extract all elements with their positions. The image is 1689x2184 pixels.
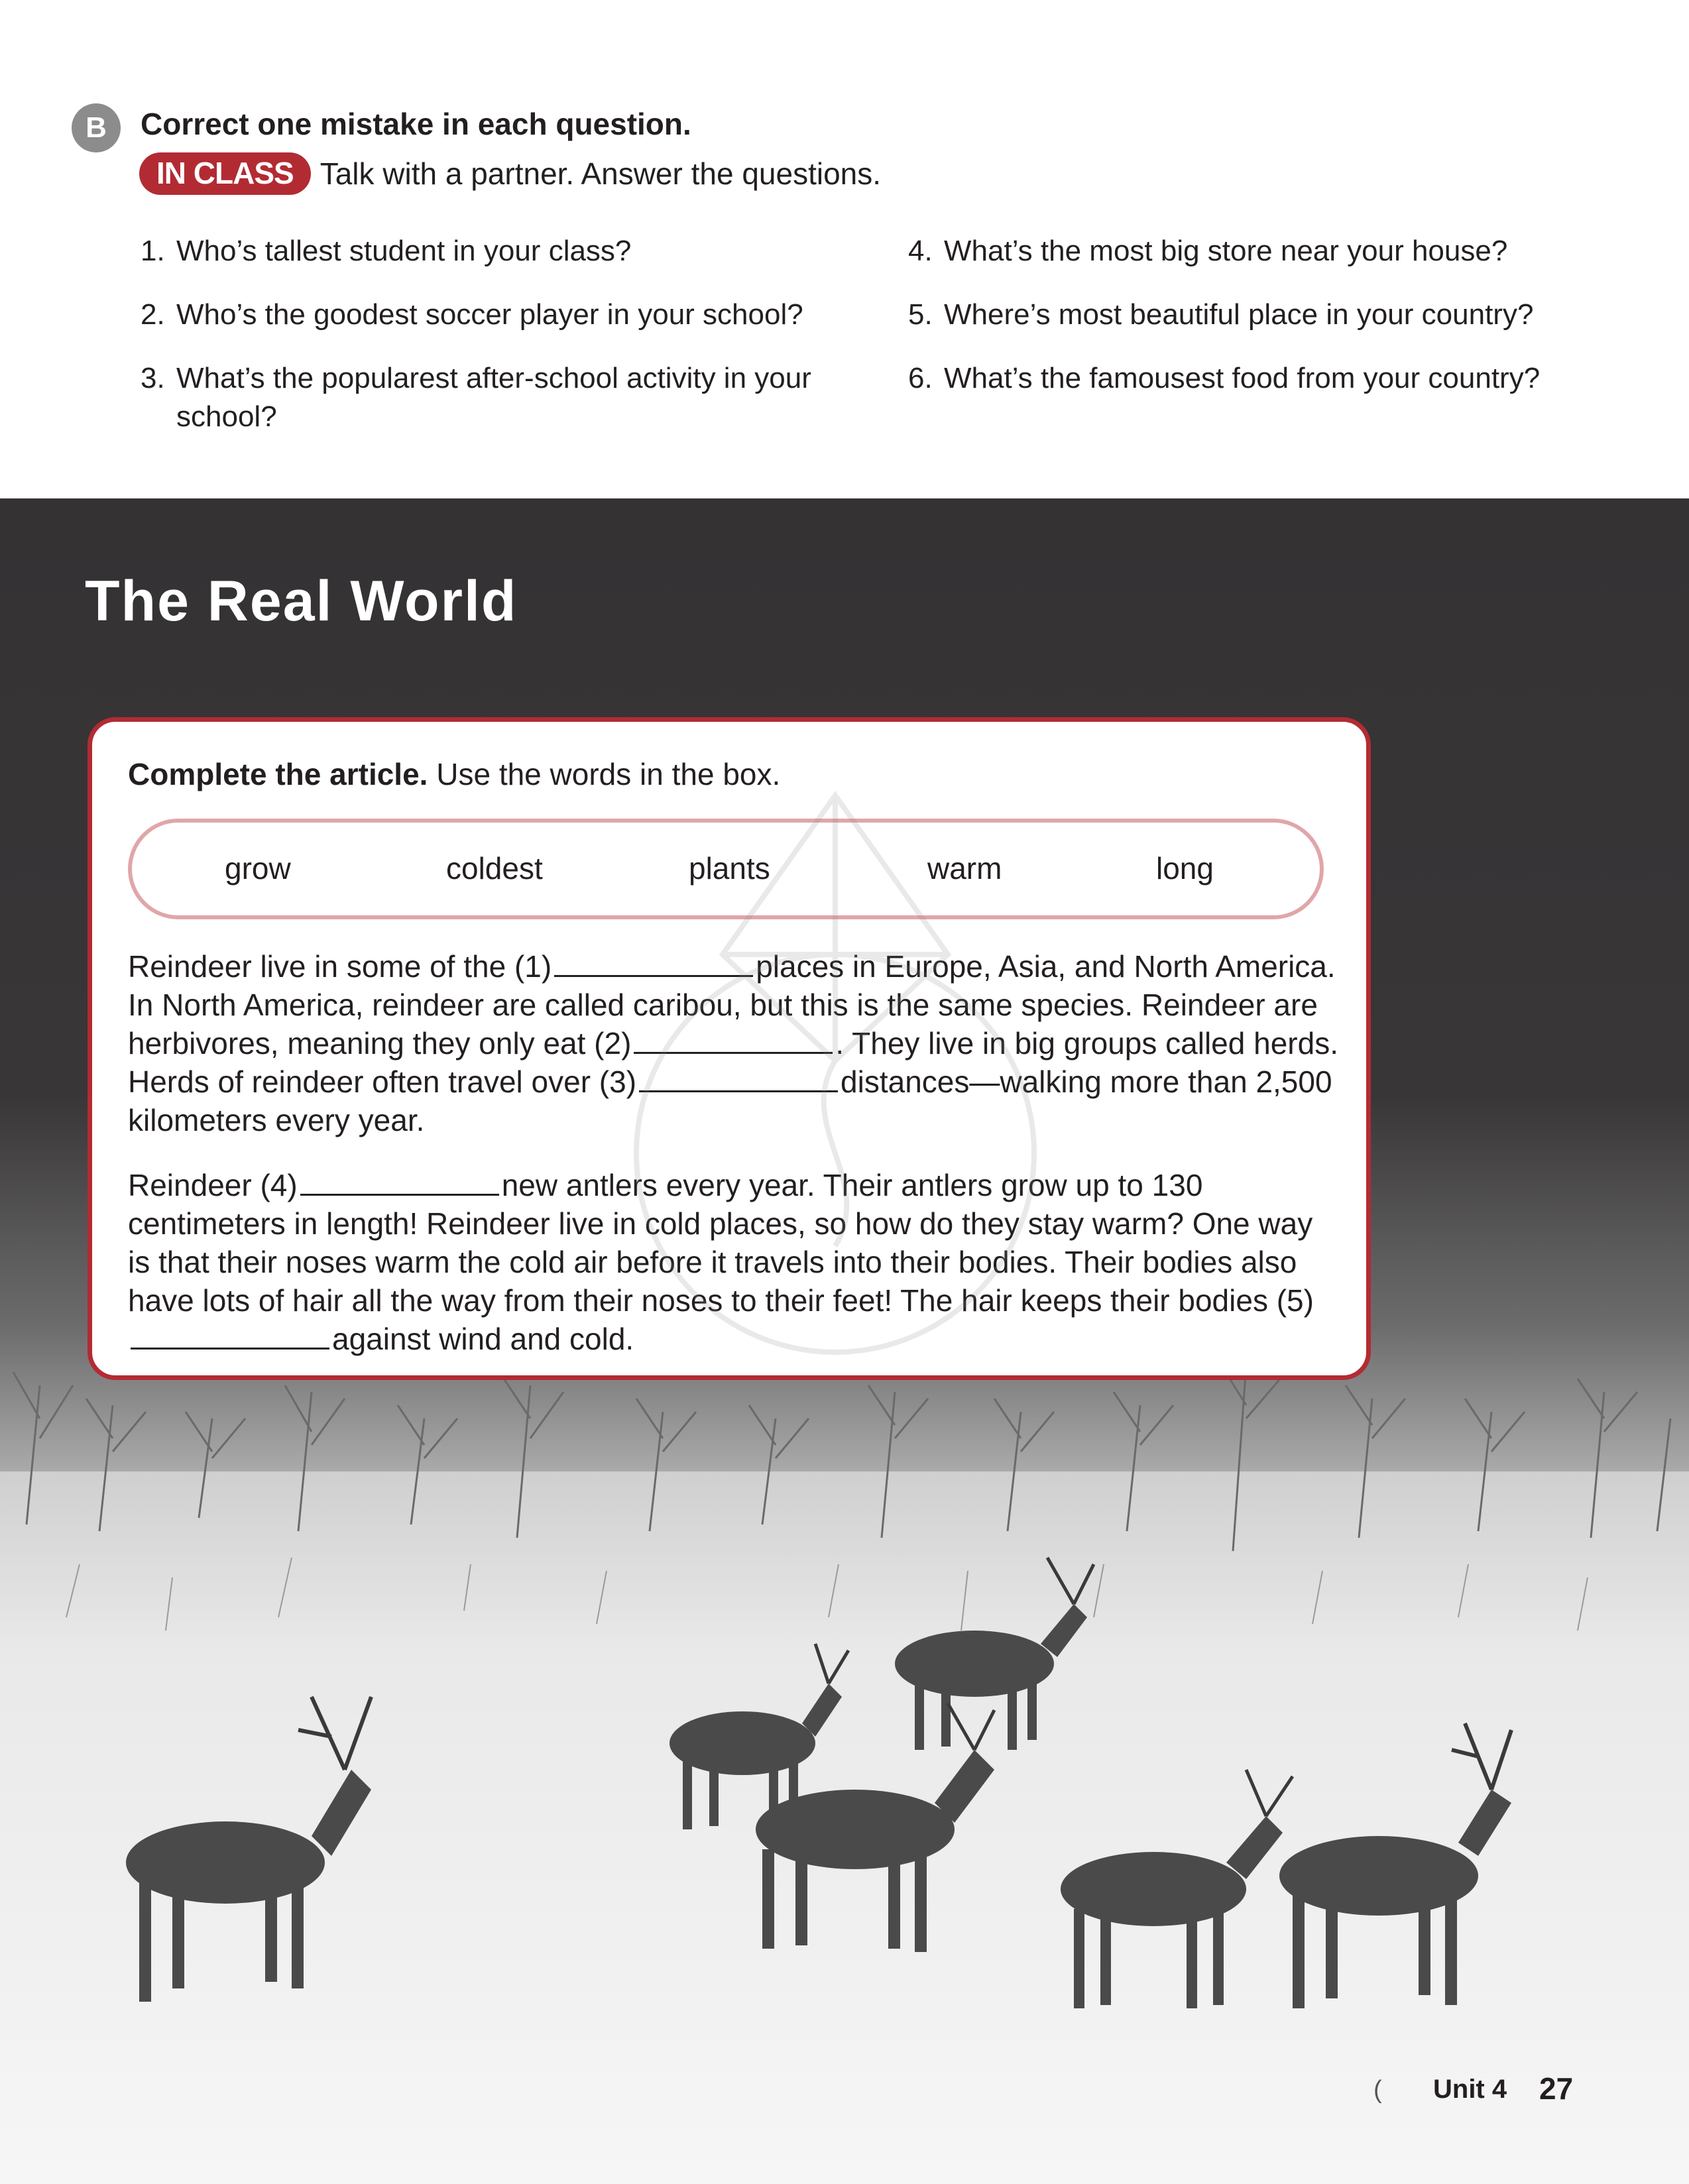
question-item [141,296,837,334]
article-instruction-bold: Complete the article. [128,757,428,791]
word-box-item: coldest [446,851,543,886]
exercise-b-badge: B [72,103,121,152]
question-number: 6. [908,362,933,394]
in-class-tag: IN CLASS [139,152,311,195]
exercise-b-instruction: Correct one mistake in each question. [141,107,691,141]
question-number: 3. [141,362,165,394]
question-number: 4. [908,235,933,267]
word-box-item: warm [927,851,1002,886]
paragraph-text: distances—walking more than 2,500 kilometers every year. [128,1064,1332,1137]
question-item [908,296,1604,334]
question-number: 1. [141,235,165,267]
questions-left-column [141,232,837,461]
question-text: What’s the most big store near your house? [944,235,1508,267]
section-title: The Real World [85,569,518,633]
footer-unit-label: Unit 4 [1433,2075,1507,2104]
paragraph-text: places in Europe, Asia, and North America. In North America, reindeer are called caribou, but this is the same species. Reindeer are herbivores, meaning they only eat (2) [128,949,1336,1061]
question-text: What’s the popularest after-school activity in your school? [176,362,811,433]
paragraph-text: against wind and cold. [332,1322,634,1356]
paragraph-text: Reindeer (4) [128,1168,298,1202]
word-box-item: plants [689,851,770,886]
answer-blank-4[interactable] [300,1166,499,1196]
paragraph-text: Reindeer live in some of the (1) [128,949,552,984]
word-box-item: long [1156,851,1214,886]
word-box-item: grow [225,851,291,886]
question-number: 2. [141,298,165,331]
question-number: 5. [908,298,933,331]
question-text: Who’s tallest student in your class? [176,235,632,267]
paragraph-text: new antlers every year. Their antlers grow up to 130 centimeters in length! Reindeer live in cold places, so how do they stay warm? One way is that their noses warm the cold air before it travels into their bodies. Their bodies also have lots of hair all the way from their noses to their feet! The hair keeps their bodies (5) [128,1168,1314,1318]
question-item [141,359,837,436]
question-item [141,232,837,270]
questions-right-column [908,232,1604,423]
question-text: Who’s the goodest soccer player in your school? [176,298,803,331]
article-instruction-rest: Use the words in the box. [428,757,781,791]
question-text: What’s the famousest food from your country? [944,362,1541,394]
question-item [908,359,1604,398]
question-item [908,232,1604,270]
page-number: 27 [1539,2071,1574,2106]
paragraph-text: . They live in big groups called herds. Herds of reindeer often travel over (3) [128,1026,1338,1099]
in-class-row [139,152,881,195]
footer-mark: ( [1373,2076,1382,2104]
in-class-text: Talk with a partner. Answer the questions. [320,156,882,191]
kite-watermark-icon [577,782,1094,1379]
answer-blank-5[interactable] [131,1320,329,1350]
question-text: Where’s most beautiful place in your country? [944,298,1534,331]
